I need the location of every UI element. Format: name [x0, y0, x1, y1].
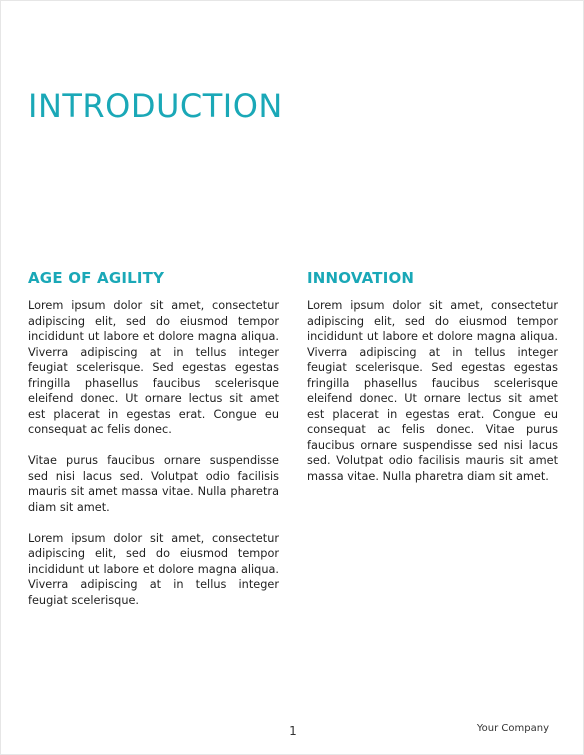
body-paragraph: Lorem ipsum dolor sit amet, consectetur adipiscing elit, sed do eiusmod tempor incididunt ut labore et dolore magna aliqua. Viverra adipiscing at in tellus integer feugiat scelerisque. Sed egestas egestas fringilla phasellus faucibus scelerisque eleifend donec. Ut ornare lectus sit amet est placerat in egestas erat. Congue eu consequat ac felis donec.	[28, 299, 279, 436]
page-title: INTRODUCTION	[28, 87, 283, 125]
section-age-of-agility	[28, 269, 279, 624]
section-innovation	[307, 269, 558, 500]
page-number: 1	[289, 724, 297, 738]
body-paragraph: Vitae purus faucibus ornare suspendisse sed nisi lacus sed. Volutpat odio facilisis mauris sit amet massa vitae. Nulla pharetra diam sit amet.	[28, 454, 279, 514]
body-paragraph: Lorem ipsum dolor sit amet, consectetur adipiscing elit, sed do eiusmod tempor incididunt ut labore et dolore magna aliqua. Viverra adipiscing at in tellus integer feugiat scelerisque. Sed egestas egestas fringilla phasellus faucibus scelerisque eleifend donec. Ut ornare lectus sit amet est placerat in egestas erat. Congue eu consequat ac felis donec. Vitae purus faucibus ornare suspendisse sed nisi lacus sed. Volutpat odio facilisis mauris sit amet massa vitae. Nulla pharetra diam sit amet.	[307, 299, 558, 483]
section-heading: INNOVATION	[307, 269, 415, 287]
section-heading: AGE OF AGILITY	[28, 269, 165, 287]
footer-company-name: Your Company	[476, 723, 549, 734]
body-paragraph: Lorem ipsum dolor sit amet, consectetur adipiscing elit, sed do eiusmod tempor incididunt ut labore et dolore magna aliqua. Viverra adipiscing at in tellus integer feugiat scelerisque.	[28, 531, 279, 607]
